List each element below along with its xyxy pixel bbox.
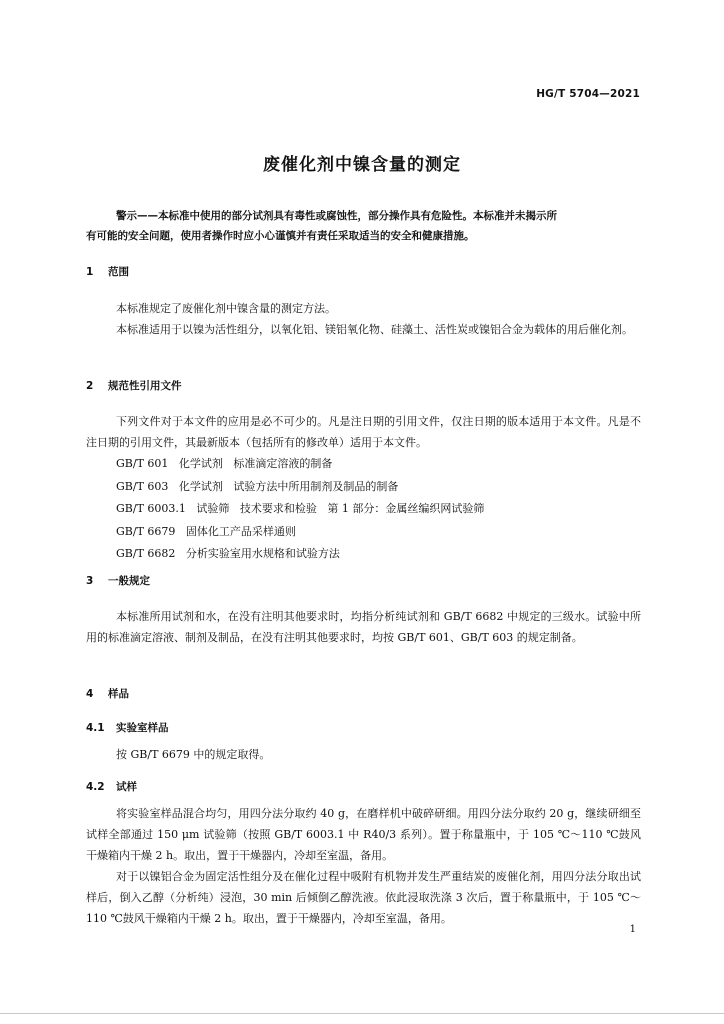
- section-title: 实验室样品: [116, 722, 169, 734]
- paragraph: 本标准规定了废催化剂中镍含量的测定方法。: [116, 302, 336, 315]
- paragraph: 按 GB/T 6679 中的规定取得。: [116, 748, 271, 761]
- paragraph: 本标准所用试剂和水，在没有注明其他要求时，均指分析纯试剂和 GB/T 6682 中规定的三级水。试验中所用的标准滴定溶液、制剂及制品，在没有注明其他要求时，均按 GB/T 601、GB/T 603 的规定制备。: [86, 610, 641, 644]
- page-number: 1: [629, 924, 636, 935]
- reference-item: GB/T 6679 固体化工产品采样通则: [116, 524, 296, 538]
- section-4-1-body: [86, 744, 641, 765]
- section-4-2-heading: [86, 779, 641, 794]
- page-title: 废催化剂中镍含量的测定: [263, 155, 461, 175]
- section-1-body: [86, 298, 641, 340]
- section-title: 一般规定: [108, 575, 150, 587]
- paragraph: 将实验室样品混合均匀，用四分法分取约 40 g，在磨样机中破碎研细。用四分法分取约 20 g，继续研细至试样全部通过 150 μm 试验筛（按照 GB/T 6003.1 中 R40/3 系列）。置于称量瓶中，于 105 ℃～110 ℃鼓风干燥箱内干燥 2 h。取出，置于干燥器内，冷却至室温，备用。: [86, 807, 641, 862]
- section-4-1-heading: [86, 720, 641, 735]
- section-1-heading: [86, 264, 641, 279]
- section-number: 3: [86, 575, 94, 587]
- section-4-2-body: [86, 803, 641, 929]
- section-number: 2: [86, 380, 94, 392]
- reference-item: GB/T 6003.1 试验筛 技术要求和检验 第 1 部分：金属丝编织网试验筛: [116, 502, 485, 515]
- section-title: 范围: [108, 266, 129, 278]
- page-bottom-divider: [0, 1013, 724, 1014]
- section-number: 1: [86, 266, 94, 278]
- safety-warning: [86, 206, 641, 246]
- section-number: 4: [86, 688, 94, 700]
- paragraph: 对于以镍铝合金为固定活性组分及在催化过程中吸附有机物并发生严重结炭的废催化剂，用四分法分取出试样后，倒入乙醇（分析纯）浸泡，30 min 后倾倒乙醇洗液。依此浸取洗涤 3 次后，置于称量瓶中，于 105 ℃～110 ℃鼓风干燥箱内干燥 2 h。取出，置于干燥器内，冷却至室温，备用。: [86, 870, 641, 925]
- normative-references-list: [86, 453, 641, 566]
- warning-line-1: 警示——本标准中使用的部分试剂具有毒性或腐蚀性，部分操作具有危险性。本标准并未揭示所: [116, 210, 557, 222]
- paragraph: 下列文件对于本文件的应用是必不可少的。凡是注日期的引用文件，仅注日期的版本适用于本文件。凡是不注日期的引用文件，其最新版本（包括所有的修改单）适用于本文件。: [86, 415, 641, 449]
- section-number: 4.1: [86, 722, 105, 734]
- section-title: 试样: [116, 781, 137, 793]
- reference-item: GB/T 601 化学试剂 标准滴定溶液的制备: [116, 457, 333, 470]
- section-3-body: [86, 606, 641, 648]
- section-title: 规范性引用文件: [108, 380, 182, 392]
- section-3-heading: [86, 573, 641, 588]
- section-number: 4.2: [86, 781, 105, 793]
- warning-line-2: 有可能的安全问题，使用者操作时应小心谨慎并有责任采取适当的安全和健康措施。: [86, 230, 475, 242]
- paragraph: 本标准适用于以镍为活性组分，以氧化铝、镁铝氧化物、硅藻土、活性炭或镍铝合金为载体的用后催化剂。: [116, 323, 633, 336]
- document-number: HG/T 5704—2021: [536, 88, 640, 100]
- section-4-heading: [86, 686, 641, 701]
- section-2-body: [86, 411, 641, 453]
- reference-item: GB/T 6682 分析实验室用水规格和试验方法: [116, 547, 340, 560]
- reference-item: GB/T 603 化学试剂 试验方法中所用制剂及制品的制备: [116, 479, 399, 493]
- section-title: 样品: [108, 688, 129, 700]
- section-2-heading: [86, 378, 641, 393]
